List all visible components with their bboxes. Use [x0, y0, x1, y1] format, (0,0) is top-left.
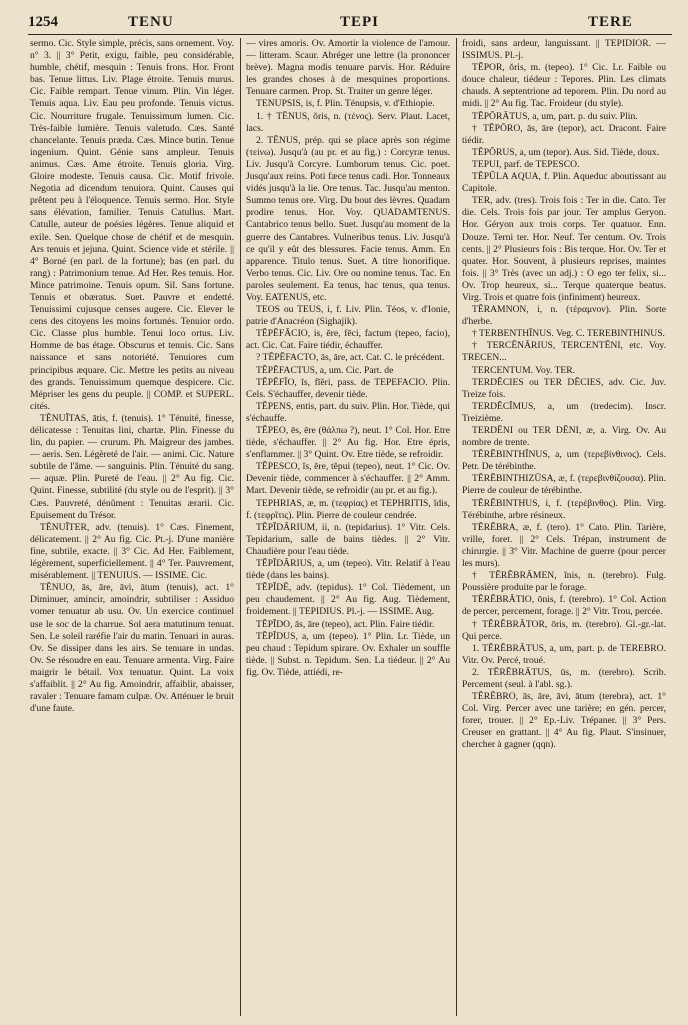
- dictionary-entry: froidi, sans ardeur, languissant. || TEPIDIOR. — ISSIMUS. Pl.-j.: [462, 38, 666, 62]
- dictionary-entry: TĔRĔBINTHĬNUS, a, um (τερεβίνθινος). Cels. Petr. De térébinthe.: [462, 449, 666, 473]
- page-number: 1254: [28, 14, 58, 30]
- dictionary-entry: TĔPOR, ŏris, m. (tepeo). 1° Cic. Lr. Faible ou douce chaleur, tiédeur : Tepores. Plin. Les climats chauds. A septentrione ad teporem. Plin. Du nord au midi. || 2° Au fig. Tac. Froideur (du style).: [462, 62, 666, 110]
- dictionary-entry: TĔPŌRUS, a, um (tepor). Aus. Sid. Tiède, doux.: [472, 146, 660, 158]
- dictionary-entry: TĔRĔBRĀTIO, ōnis, f. (terebro). 1° Col. Action de percer, percement, forage. || 2° Vitr. Trou, percée.: [462, 594, 666, 618]
- dictionary-entry: TĔPĬDĀRIUS, a, um (tepeo). Vitr. Relatif à l'eau tiède (dans les bains).: [246, 558, 450, 582]
- dictionary-entry: TĔPĔFĂCIO, is, ĕre, fēci, factum (tepeo, facio), act. Cic. Cat. Faire tiédir, échauffer.: [246, 328, 450, 352]
- dictionary-entry: TĔPEO, ēs, ēre (θάλπω ?), neut. 1° Col. Hor. Etre tiède, s'échauffer. || 2° Au fig. Hor. Etre épris, s'enflammer. || 3° Quint. Ov. Etre tiède, se refroidir.: [246, 425, 450, 461]
- dictionary-entry: TER, adv. (tres). Trois fois : Ter in die. Cato. Ter die. Cels. Trois fois par jour. Ter amplus Geryon. Hor. Géryon aux trois corps. Ter quatuor. Enn. Douze. Terni ter. Hor. Neuf. Ter centum. Ov. Trois cents. || 2° Plusieurs fois : Bis terque. Hor. Ov. Ter et quater. Hor. Souvent, à plusieurs reprises, maintes fois. || 3° Très (avec un adj.) : O ego ter felix, si... Ov. Trop heureux, si... Terque quaterque beatus. Virg. Trois et quatre fois (infiniment) heureux.: [462, 195, 666, 303]
- dictionary-entry: TERDĔCĬMUS, a, um (tredecim). Inscr. Treizième.: [462, 400, 666, 424]
- column-divider: [456, 38, 457, 1016]
- dictionary-entry: TEOS ou TEUS, i, f. Liv. Plin. Téos, v. d'Ionie, patrie d'Anacréon (Sighajik).: [246, 304, 450, 328]
- dictionary-entry: TĔPŬLA AQUA, f. Plin. Aqueduc aboutissant au Capitole.: [462, 171, 666, 195]
- dictionary-entry: TEPHRIAS, æ, m. (τεφρίας) et TEPHRITIS, ĭdis, f. (τεφρῖτις). Plin. Pierre de couleur cendrée.: [246, 497, 450, 521]
- dictionary-entry: TĔRĔBRA, æ, f. (tero). 1° Cato. Plin. Tarière, vrille, foret. || 2° Cels. Trépan, instrument de chirurgie. || 3° Vitr. Machine de guerre (pour percer les murs).: [462, 521, 666, 570]
- dictionary-entry: TĔNUĬTAS, ātis, f. (tenuis). 1° Ténuité, finesse, délicatesse : Tenuitas lini, chartæ. Plin. Finesse du lin, du papier. — crurum. Ph. Maigreur des jambes. — aeris. Sen. Légèreté de l'air. — animi. Cic. Nature subtile de l'âme. — sanguinis. Plin. Ténuité du sang. — aquæ. Plin. Pureté de l'eau. || 2° Au fig. Cic. Quint. Finesse, subtilité (du style ou de l'esprit). || 3° Cæs. Pauvreté, dénûment : Tenuitas ærarii. Cic. Epuisement du Trésor.: [30, 412, 234, 521]
- header-left-guide-word: TENU: [128, 14, 174, 30]
- dictionary-entry: 2. TĔRĔBRĀTUS, ūs, m. (terebro). Scrib. Percement (seul. à l'abl. sg.).: [462, 666, 666, 690]
- header-center-guide-word: TEPI: [340, 14, 380, 30]
- dictionary-entry: ? TĔPĔFACTO, ās, āre, act. Cat. C. le précédent.: [256, 352, 445, 364]
- dictionary-entry: 2. TĒNUS, prép. qui se place après son régime (τείνω). Jusqu'à (au pr. et au fig.) : Corcyræ tenus. Liv. Jusqu'à Corcyre. Lumborum tenus. Cic. poet. Jusqu'aux reins. Poti fæce tenus cadi. Hor. Tonneaux vidés jusqu'à la lie. Ore tenus. Tac. Jusqu'au menton. Summo tenus ore. Virg. Du bout des lèvres. Quadam prodire tenus. Hor. Voy. QUADAMTENUS. Cantabrico tenus bello. Suet. Jusqu'au moment de la guerre des Cantabres. Vulneribus tenus. Liv. Jusqu'à ce qu'il y eût des blessures. Facie tenus. Amm. En apparence. Titulo tenus. Suet. A titre honorifique. Verbo tenus. Cic. Liv. Ore ou nomine tenus. Tac. En paroles seulement. Ea tenus, hac tenus, qua tenus. Voy. EATENUS, etc.: [246, 134, 450, 303]
- column-2: [246, 38, 450, 1018]
- dictionary-entry: TEPUI, parf. de TEPESCO.: [472, 158, 580, 170]
- dictionary-entry: TĔPĬDĒ, adv. (tepidus). 1° Col. Tièdement, un peu chaudement. || 2° Au fig. Aug. Tièdement, froidement. || TEPIDIUS. Pl.-j. — ISSIME. Aug.: [246, 582, 450, 618]
- dictionary-entry: TERCENTUM. Voy. TER.: [472, 364, 576, 376]
- dictionary-entry: 1. TĔRĔBRĀTUS, a, um, part. p. de TEREBRO. Vitr. Ov. Percé, troué.: [462, 642, 666, 666]
- dictionary-entry: † TĔRĔBRĀMEN, ĭnis, n. (terebro). Fulg. Poussière produite par le forage.: [462, 570, 666, 594]
- dictionary-entry: TĔPĔFĪO, ĭs, fĭĕri, pass. de TEPEFACIO. Plin. Cels. S'échauffer, devenir tiède.: [246, 376, 450, 400]
- dictionary-entry: sermo. Cic. Style simple, précis, sans ornement. Voy. n° 3. || 3° Petit, exigu, faible, peu considérable, humble, chétif, mesquin : Tenuis frons. Hor. Front bas. Tenue littus. Liv. Plage étroite. Tenuis murus. Cic. Faible rempart. Tenue vinum. Plin. Vin léger. Tenuis aqua. Liv. Eau peu profonde. Tenuis victus. Cic. Nourriture frugale. Tenuissimum lumen. Cic. Très-faible lumière. Tenuis valetudo. Cæs. Santé chancelante. Tenuis præda. Cæs. Mince butin. Tenue ingenium. Quint. Génie sans ampleur. Tenuis animus. Cæs. Ame étroite. Tenuis gloria. Virg. Gloire modeste. Tenuis causa. Cic. Motif frivole. Negotia ad dicendum tenuiora. Quint. Causes qui prêtent peu à l'éloquence. Tenuis sermo. Hor. Style sans élévation, familier. Tenuis Catullus. Mart. Catulle, auteur de poésies légères. Tenue aliquid et exile. Sen. Quelque chose de chétif et de mesquin. Ars tenuis et jejuna. Quint. Science vide et stérile. || 4° Borné (en parl. de la fortune); bas (en parl. du rang) : Patrimonium tenue. Ad Her. Res tenuis. Hor. Mince patrimoine. Tenuis opum. Sil. Sans fortune. Tenuis et obæratus. Suet. Pauvre et endetté. Tenuissimi cujusque censes augere. Cic. Elever le cens des citoyens les moins fortunés. Tenuior ordo. Cic. Classe plus humble. Tenui loco ortus. Liv. Homme de bas étage. Obscurus et tenuis. Cic. Sans naissance et sans notoriété. Tenuiores cum principibus æquare. Cic. Mettre les petits au niveau des grands. Tenuissimum quemque despicere. Cic. Mépriser les gens du peuple. || COMP. et SUPERL. cités.: [30, 38, 234, 412]
- column-1: [30, 38, 234, 1018]
- dictionary-entry: 1. † TĒNUS, ŏris, n. (τένος). Serv. Plaut. Lacet, lacs.: [246, 110, 450, 134]
- column-3: [462, 38, 666, 1018]
- dictionary-entry: TĔPENS, entis, part. du suiv. Plin. Hor. Tiède, qui s'échauffe.: [246, 400, 450, 424]
- dictionary-entry: TENUPSIS, is, f. Plin. Ténupsis, v. d'Ethiopie.: [256, 98, 435, 110]
- column-divider: [240, 38, 241, 1016]
- dictionary-entry: TĔPĬDO, ās, āre (tepeo), act. Plin. Faire tiédir.: [256, 618, 435, 630]
- dictionary-entry: TĔNUĬTER, adv. (tenuis). 1° Cæs. Finement, délicatement. || 2° Au fig. Cic. Pt.-j. D'une manière fine, subtile, exacte. || 3° Cic. Ad Her. Faiblement, légèrement, superficiellement. || 4° Ter. Pauvrement, misérablement. || TENUIUS. — ISSIME. Cic.: [30, 521, 234, 582]
- dictionary-entry: TĔPESCO, ĭs, ĕre, tĕpui (tepeo), neut. 1° Cic. Ov. Devenir tiède, commencer à s'échauffer. || 2° Amm. Mart. Devenir tiède, se refroidir (au pr. et au fig.).: [246, 461, 450, 497]
- dictionary-entry: TĔPĬDĀRIUM, ii, n. (tepidarius). 1° Vitr. Cels. Tepidarium, salle de bains tièdes. || 2° Vitr. Chaudière pour l'eau tiède.: [246, 521, 450, 557]
- dictionary-entry: TĔPĔFACTUS, a, um. Cic. Part. de: [256, 364, 394, 376]
- dictionary-entry: † TĔPŌRO, ās, āre (tepor), act. Dracont. Faire tiédir.: [462, 122, 666, 146]
- dictionary-entry: TĔRĔBINTHUS, i, f. (τερέβινθος). Plin. Virg. Térébinthe, arbre résineux.: [462, 497, 666, 521]
- dictionary-entry: TĔPŌRĀTUS, a, um, part. p. du suiv. Plin.: [472, 110, 638, 122]
- dictionary-entry: TĔRAMNON, i, n. (τέραμνον). Plin. Sorte d'herbe.: [462, 304, 666, 328]
- running-header: [28, 14, 668, 34]
- header-right-guide-word: TERE: [588, 14, 633, 30]
- header-rule: [28, 34, 672, 35]
- dictionary-entry: TĔPĬDUS, a, um (tepeo). 1° Plin. Lr. Tiède, un peu chaud : Tepidum spirare. Ov. Exhaler un souffle tiède. || Subst. n. Tepidum. Sen. La tiédeur. || 2° Au fig. Ov. Tiède, attiédi, re-: [246, 630, 450, 678]
- dictionary-entry: — vires amoris. Ov. Amortir la violence de l'amour. — litteram. Scaur. Abréger une lettre (la prononcer brève). Magna modis tenuare parvis. Hor. Réduire les grandes choses à de mesquines proportions. Tenuare carmen. Prop. St. Traiter un genre léger.: [246, 38, 450, 98]
- dictionary-entry: TĔRĔBRO, ās, āre, āvi, ātum (terebra), act. 1° Col. Virg. Percer avec une tarière; en gén. percer, forer, trouer. || 2° Ep.-Liv. Trépaner. || 3° Pers. Creuser en grattant. || 4° Au fig. Plaut. S'insinuer, chercher à gagner (qqn).: [462, 691, 666, 751]
- dictionary-entry: † TERCĒNĀRIUS, TERCENTĒNI, etc. Voy. TRECEN...: [462, 340, 666, 364]
- dictionary-entry: TĔNUO, ās, āre, āvi, ātum (tenuis), act. 1° Diminuer, amincir, amoindrir, subtiliser : Assiduo vomer tenuatur ab usu. Ov. Un exercice continuel use le soc de la charrue. Sol aera matutinum tenuat. Sen. Le soleil raréfie l'air du matin. Tenuari in auras. Ov. Se dissiper dans les airs. Se tenuare in undas. Ov. Se résoudre en eau. Tenuare armenta. Virg. Faire maigrir le bétail. Vox tenuatur. Quint. La voix s'affaiblit. || 2° Au fig. Amoindrir, affaiblir, abaisser, ravaler : Tenuare famam culpæ. Ov. Atténuer le bruit d'une faute.: [30, 582, 234, 715]
- dictionary-entry: TĔRĔBINTHIZŪSA, æ, f. (τερεβινθίζουσα). Plin. Pierre de couleur de térébinthe.: [462, 473, 666, 497]
- dictionary-entry: † TĔRĔBRĀTOR, ōris, m. (terebro). Gl.-gr.-lat. Qui perce.: [462, 618, 666, 642]
- dictionary-entry: † TERBENTHĪNUS. Veg. C. TEREBINTHINUS.: [472, 328, 665, 340]
- dictionary-entry: TERDĒNI ou TER DĒNI, æ, a. Virg. Ov. Au nombre de trente.: [462, 425, 666, 449]
- dictionary-entry: TERDĔCIES ou TER DĔCIES, adv. Cic. Juv. Treize fois.: [462, 376, 666, 400]
